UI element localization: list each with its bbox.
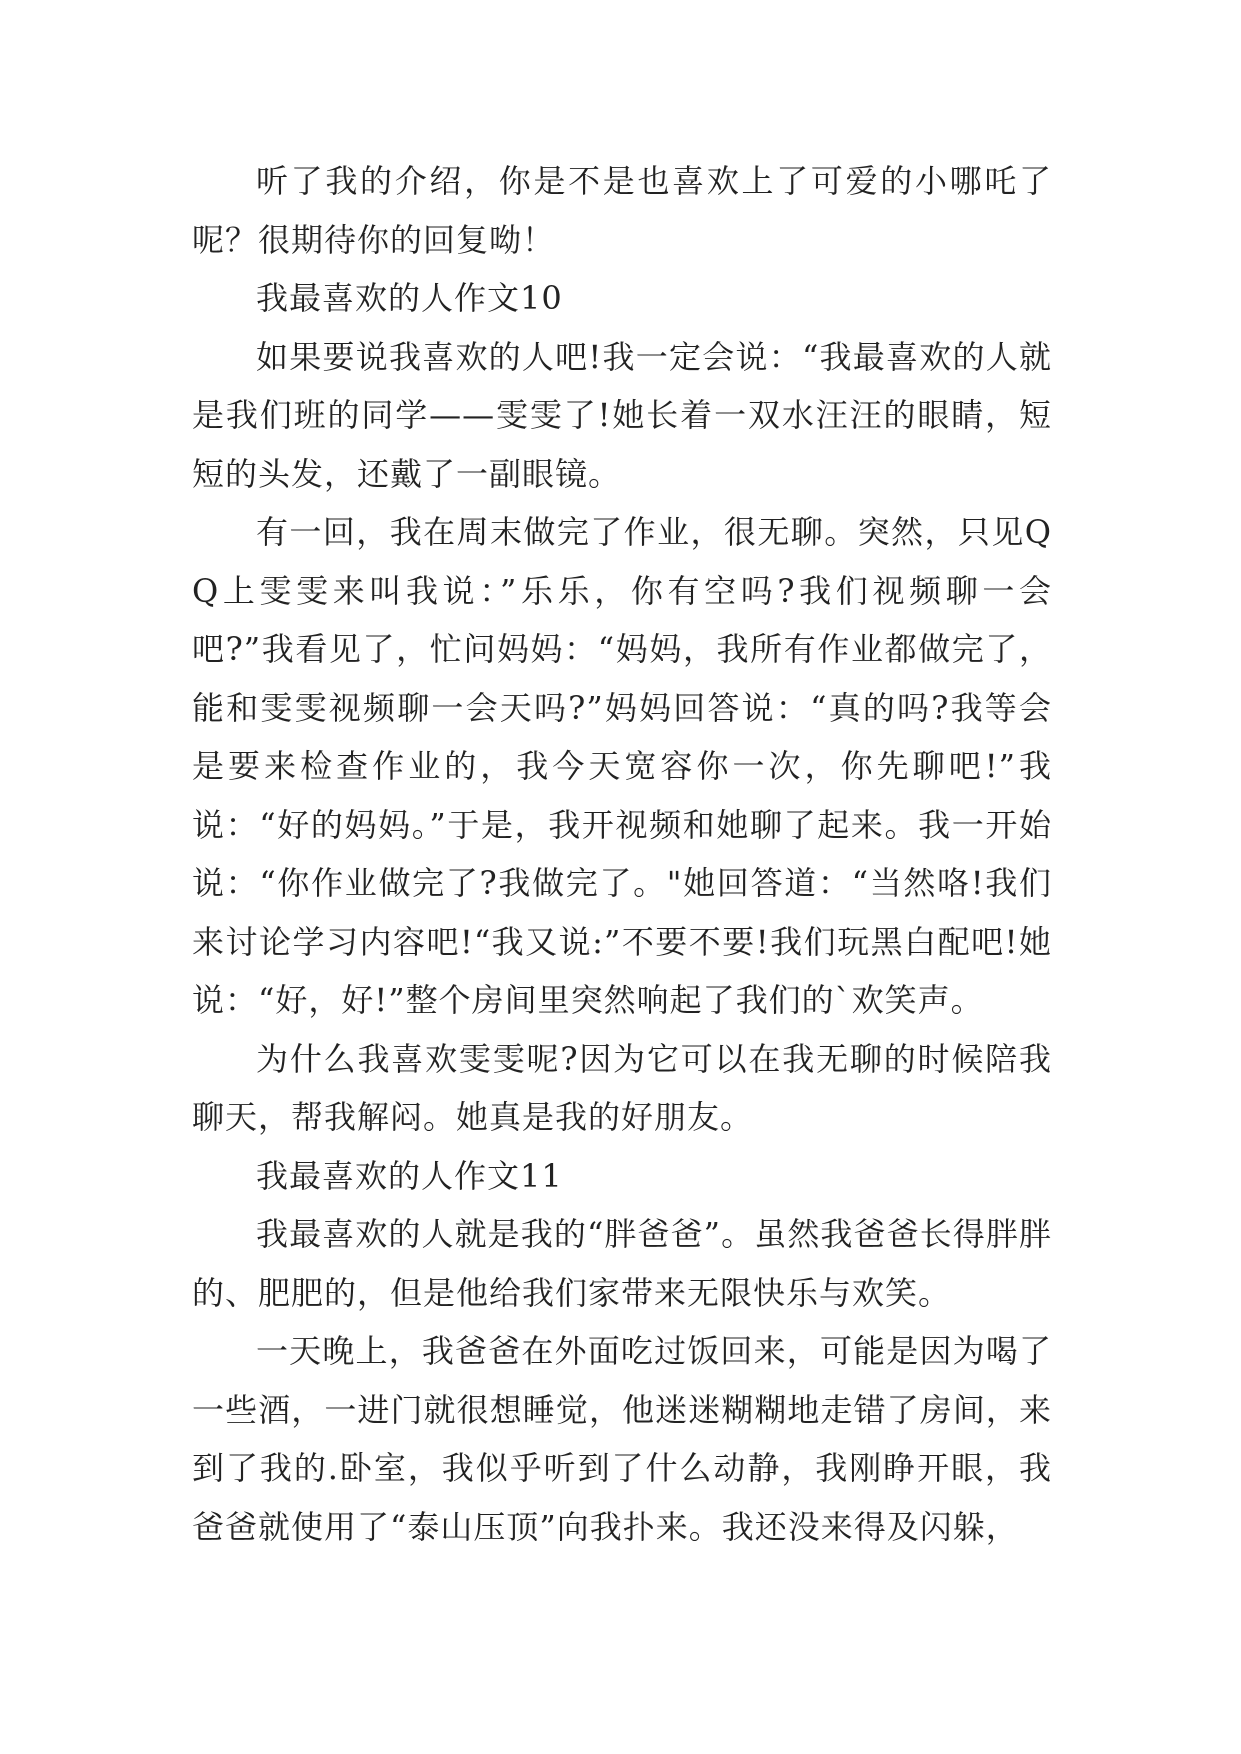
paragraph: 我最喜欢的人就是我的“胖爸爸”。虽然我爸爸长得胖胖的、肥肥的，但是他给我们家带来无限快乐与欢笑。 [192,1215,1052,1312]
paragraph: 有一回，我在周末做完了作业，很无聊。突然，只见QQ上雯雯来叫我说：”乐乐，你有空吗?我们视频聊一会吧?”我看见了，忙问妈妈：“妈妈，我所有作业都做完了，能和雯雯视频聊一会天吗?”妈妈回答说：“真的吗?我等会是要来检查作业的，我今天宽容你一次，你先聊吧!”我说：“好的妈妈。”于是，我开视频和她聊了起来。我一开始说：“你作业做完了?我做完了。"她回答道：“当然咯!我们来讨论学习内容吧!“我又说:”不要不要!我们玩黑白配吧!她说：“好，好!”整个房间里突然响起了我们的`欢笑声。 [192,513,1052,1019]
section-heading: 我最喜欢的人作文11 [256,1156,563,1195]
document-body [192,152,1052,1556]
paragraph: 一天晚上，我爸爸在外面吃过饭回来，可能是因为喝了一些酒，一进门就很想睡觉，他迷迷糊糊地走错了房间，来到了我的.卧室，我似乎听到了什么动静，我刚睁开眼，我爸爸就使用了“泰山压顶”向我扑来。我还没来得及闪躲， [192,1332,1052,1546]
paragraph: 为什么我喜欢雯雯呢?因为它可以在我无聊的时候陪我聊天，帮我解闷。她真是我的好朋友。 [192,1039,1052,1136]
section-heading: 我最喜欢的人作文10 [256,279,563,317]
paragraph: 听了我的介绍，你是不是也喜欢上了可爱的小哪吒了呢？很期待你的回复呦！ [192,162,1052,259]
paragraph: 如果要说我喜欢的人吧!我一定会说：“我最喜欢的人就是我们班的同学——雯雯了!她长着一双水汪汪的眼睛，短短的头发，还戴了一副眼镜。 [192,337,1052,493]
